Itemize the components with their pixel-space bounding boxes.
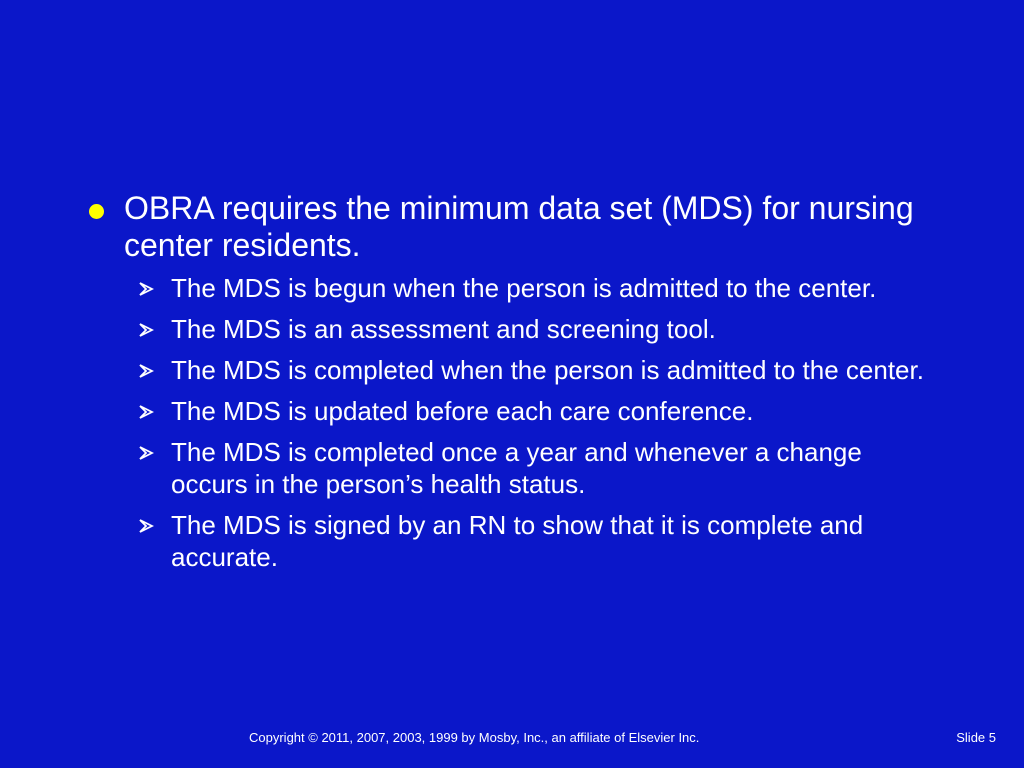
slide-number: Slide 5 bbox=[956, 730, 996, 745]
arrowhead-bullet-icon bbox=[138, 404, 154, 420]
main-bullet bbox=[86, 190, 946, 264]
sub-bullet-text: The MDS is signed by an RN to show that it is complete and accurate. bbox=[171, 510, 864, 572]
arrowhead-bullet-icon bbox=[138, 445, 154, 461]
arrowhead-bullet-icon bbox=[138, 518, 154, 534]
sub-bullet-text: The MDS is completed once a year and whenever a change occurs in the person’s health status. bbox=[171, 437, 862, 499]
arrowhead-bullet-icon bbox=[138, 281, 154, 297]
sub-bullet-text: The MDS is an assessment and screening tool. bbox=[171, 314, 716, 344]
arrowhead-bullet-icon bbox=[138, 322, 154, 338]
sub-bullet-text: The MDS is completed when the person is admitted to the center. bbox=[171, 355, 924, 385]
sub-bullet-4 bbox=[86, 395, 941, 427]
copyright-notice: Copyright © 2011, 2007, 2003, 1999 by Mosby, Inc., an affiliate of Elsevier Inc. bbox=[249, 730, 700, 745]
sub-bullet-5 bbox=[86, 436, 941, 500]
sub-bullet-text: The MDS is updated before each care conference. bbox=[171, 396, 754, 426]
sub-bullet-1 bbox=[86, 272, 941, 304]
sub-bullet-3 bbox=[86, 354, 941, 386]
slide-content bbox=[86, 190, 946, 582]
sub-bullet-6 bbox=[86, 509, 941, 573]
main-bullet-text: OBRA requires the minimum data set (MDS) for nursing center residents. bbox=[124, 190, 914, 263]
sub-bullet-list bbox=[86, 272, 946, 573]
arrowhead-bullet-icon bbox=[138, 363, 154, 379]
sub-bullet-text: The MDS is begun when the person is admitted to the center. bbox=[171, 273, 877, 303]
filled-circle-bullet-icon bbox=[89, 204, 104, 219]
sub-bullet-2 bbox=[86, 313, 941, 345]
slide-footer bbox=[0, 730, 1024, 750]
